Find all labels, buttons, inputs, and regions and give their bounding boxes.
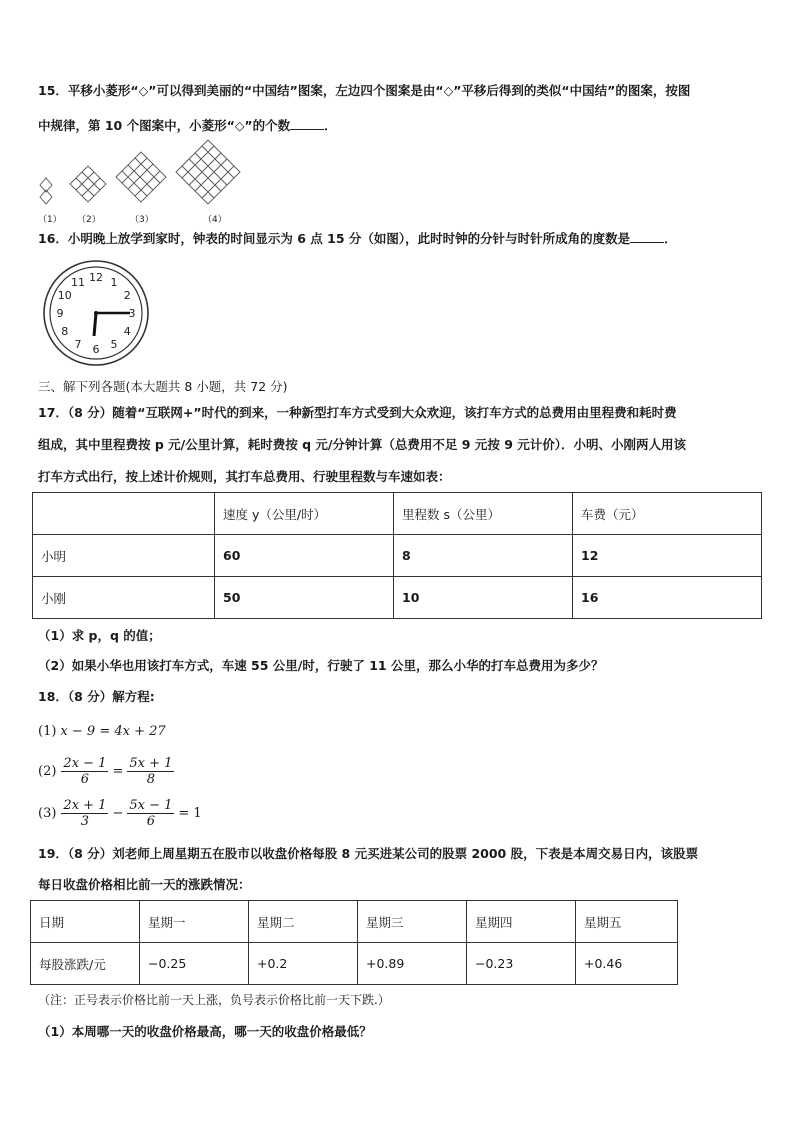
clock-number: 4: [123, 325, 131, 338]
q15-line2: [38, 116, 337, 135]
minus-sign: −: [112, 806, 124, 821]
denominator: 3: [80, 814, 90, 829]
table-cell: 16: [573, 577, 762, 619]
equation-3: [38, 798, 202, 829]
table-cell: +0.46: [576, 943, 678, 985]
table-cell: 50: [215, 577, 394, 619]
q15-line2-end: ．: [324, 118, 337, 133]
clock-number: 11: [71, 275, 85, 289]
table-header-cell: 速度 y（公里/时）: [215, 493, 394, 535]
denominator: 6: [146, 814, 156, 829]
table-header-row: [33, 493, 762, 535]
figure-label-4: （4）: [203, 215, 227, 225]
q18-title: 18．（8 分）解方程:: [38, 689, 155, 704]
equation-label: (1): [38, 724, 57, 739]
fraction: [127, 798, 174, 829]
table-header-cell: 里程数 s（公里）: [394, 493, 573, 535]
table-header-row: [31, 901, 678, 943]
equation-label: (3): [38, 806, 57, 821]
table-cell: 8: [394, 535, 573, 577]
table-cell: 小明: [33, 535, 215, 577]
table-row: [33, 535, 762, 577]
table-header-cell: 星期四: [467, 901, 576, 943]
numerator: 5x − 1: [129, 798, 173, 813]
table-header-cell: 星期二: [249, 901, 358, 943]
figure-label-2: （2）: [77, 215, 101, 225]
table-cell: +0.2: [249, 943, 358, 985]
clock-number: 2: [123, 289, 131, 302]
q16-text: [38, 229, 677, 248]
table-header-cell: 车费（元）: [573, 493, 762, 535]
diamond-pattern-figure: [36, 138, 251, 222]
q19-line1: 19．（8 分）刘老师上周星期五在股市以收盘价格每股 8 元买进某公司的股票 2000 股，下表是本周交易日内，该股票: [38, 846, 699, 861]
equation-rhs: = 1: [178, 806, 202, 821]
table-header-cell: 日期: [31, 901, 140, 943]
clock-number: 5: [110, 338, 118, 352]
answer-blank-15: [290, 116, 324, 130]
q16-end: ．: [664, 231, 677, 246]
numerator: 2x − 1: [63, 756, 107, 771]
figure-label-1: （1）: [38, 215, 62, 225]
q17-sub1: （1）求 p，q 的值；: [38, 628, 161, 643]
clock-number: 3: [128, 307, 136, 320]
clock-number: 12: [89, 271, 103, 284]
clock-number: 9: [56, 307, 64, 320]
q19-note: （注：正号表示价格比前一天上涨，负号表示价格比前一天下跌.）: [38, 993, 390, 1007]
table-cell: 小刚: [33, 577, 215, 619]
q19-line2: 每日收盘价格相比前一天的涨跌情况：: [38, 877, 251, 892]
clock-number: 8: [61, 325, 69, 338]
clock-number: 1: [110, 275, 118, 289]
q17-line2: 组成，其中里程费按 p 元/公里计算，耗时费按 q 元/分钟计算（总费用不足 9 元按 9 元计价）．小明、小刚两人用该: [38, 437, 686, 452]
q15-line1: 15．平移小菱形“◇”可以得到美丽的“中国结”图案，左边四个图案是由“◇”平移后得到的类似“中国结”的图案，按图: [38, 83, 691, 98]
table-cell: +0.89: [358, 943, 467, 985]
table-row: [33, 577, 762, 619]
table-header-cell: 星期五: [576, 901, 678, 943]
stock-change-table: [30, 900, 678, 985]
q17-line3: 打车方式出行，按上述计价规则，其打车总费用、行驶里程数与车速如表：: [38, 469, 451, 484]
equation-label: (2): [38, 764, 57, 779]
clock-number: 6: [92, 343, 100, 356]
fraction: [127, 756, 174, 787]
section-three-heading: 三、解下列各题(本大题共 8 小题，共 72 分): [38, 379, 288, 394]
equation-2: [38, 756, 175, 787]
numerator: 5x + 1: [129, 756, 173, 771]
table-cell: 每股涨跌/元: [31, 943, 140, 985]
clock-center: [94, 311, 98, 315]
q17-line1: 17．（8 分）随着“互联网+”时代的到来，一种新型打车方式受到大众欢迎，该打车方式的总费用由里程费和耗时费: [38, 405, 677, 420]
numerator: 2x + 1: [63, 798, 107, 813]
q15-line2-text: 中规律，第 10 个图案中，小菱形“◇”的个数: [38, 118, 291, 133]
equals-sign: =: [112, 764, 124, 779]
table-cell: 12: [573, 535, 762, 577]
clock-number: 10: [57, 289, 72, 302]
denominator: 6: [80, 772, 90, 787]
table-cell: 60: [215, 535, 394, 577]
hour-hand: [94, 313, 96, 336]
table-header-cell: [33, 493, 215, 535]
table-cell: −0.23: [467, 943, 576, 985]
table-cell: 10: [394, 577, 573, 619]
clock-figure: [40, 258, 152, 368]
equation-1: [38, 724, 166, 739]
clock-number: 7: [74, 338, 82, 352]
table-cell: −0.25: [140, 943, 249, 985]
fare-table: [32, 492, 762, 619]
table-header-cell: 星期一: [140, 901, 249, 943]
fraction: [61, 798, 108, 829]
table-header-cell: 星期三: [358, 901, 467, 943]
q16-question: 16．小明晚上放学到家时，钟表的时间显示为 6 点 15 分（如图），此时时钟的分针与时针所成角的度数是: [38, 231, 631, 246]
fraction: [61, 756, 108, 787]
figure-label-3: （3）: [130, 215, 154, 225]
table-row: [31, 943, 678, 985]
q17-sub2: （2）如果小华也用该打车方式，车速 55 公里/时，行驶了 11 公里，那么小华的打车总费用为多少？: [38, 658, 604, 673]
denominator: 8: [146, 772, 156, 787]
equation-expr: x − 9 = 4x + 27: [60, 724, 166, 739]
answer-blank-16: [630, 229, 664, 243]
q19-sub1: （1）本周哪一天的收盘价格最高，哪一天的收盘价格最低？: [38, 1024, 372, 1039]
